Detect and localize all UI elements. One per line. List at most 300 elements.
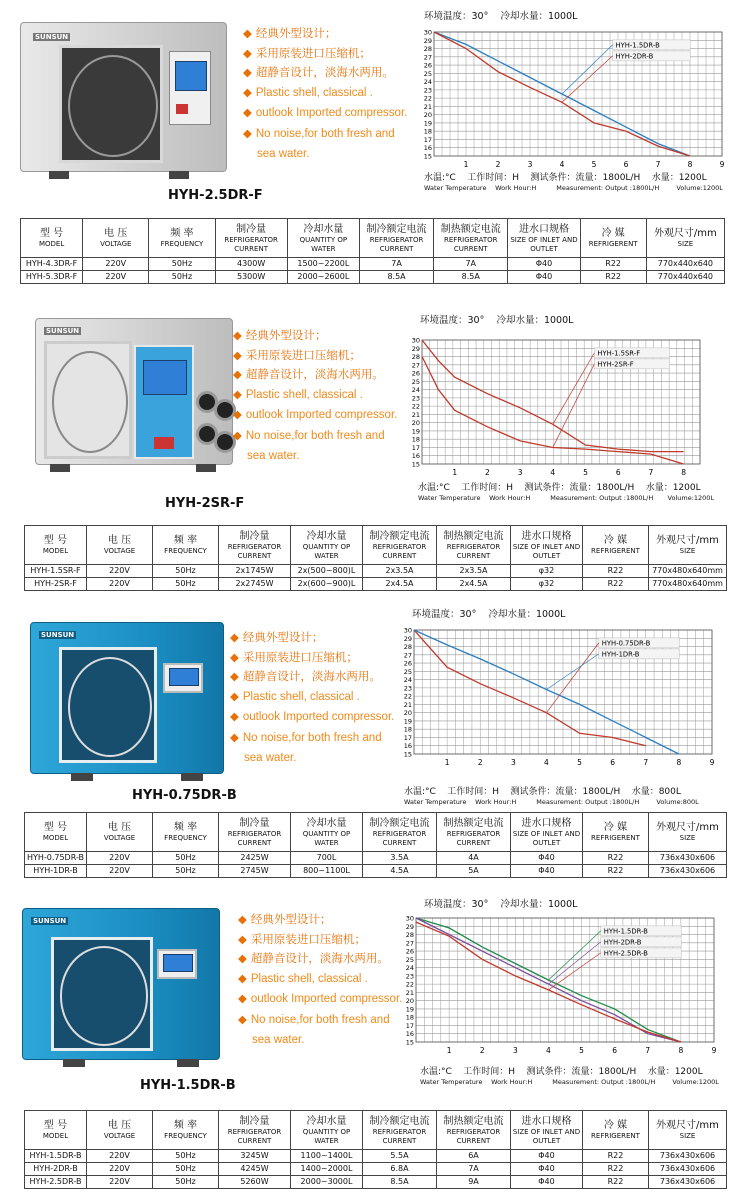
table-cell: 3.5A: [363, 852, 437, 865]
feature-list: ◆ 经典外型设计； ◆ 采用原装进口压缩机； ◆ 超静音设计，淡海水两用。 ◆ Plastic shell, classical . ◆ outlook Imported compressor. ◆ No noise,for both fresh and sea water.: [230, 630, 395, 764]
x-tick-label: 8: [676, 758, 682, 767]
x-tick-label: 8: [681, 468, 687, 477]
legend-label: HYH-1.5SR-F: [597, 349, 641, 358]
table-cell: R22: [583, 865, 649, 878]
section-3: [0, 600, 750, 890]
table-cell: 5.5A: [363, 1150, 437, 1163]
table-cell: 800~1100L: [291, 865, 363, 878]
x-tick-label: 7: [648, 468, 654, 477]
table-cell: 2425W: [219, 852, 291, 865]
x-tick-label: 3: [510, 758, 516, 767]
y-tick-label: 18: [403, 725, 412, 734]
y-tick-label: 23: [423, 86, 432, 95]
table-cell: HYH-0.75DR-B: [25, 852, 87, 865]
table-cell: 1400~2000L: [291, 1163, 363, 1176]
legend-label: HYH-2DR-B: [603, 938, 642, 947]
control-panel: [169, 51, 211, 125]
legend-leader: [562, 56, 613, 102]
table-cell: 220V: [87, 865, 153, 878]
table-cell: 220V: [87, 1150, 153, 1163]
x-tick-label: 1: [444, 758, 450, 767]
table-cell: 220V: [87, 852, 153, 865]
x-tick-label: 9: [719, 160, 725, 169]
legend-leader: [546, 643, 598, 713]
column-header: 制冷量 REFRIGERATOR CURRENT: [219, 813, 291, 852]
y-tick-label: 26: [403, 659, 412, 668]
chart: [400, 628, 720, 768]
table-cell: 220V: [87, 565, 153, 578]
model-label: HYH-2.5DR-F: [168, 188, 263, 203]
x-tick-label: 7: [655, 160, 661, 169]
table-cell: HYH-1.5SR-F: [25, 565, 87, 578]
fan-grill: [51, 937, 153, 1051]
table-cell: 770x440x640: [646, 271, 724, 284]
table-cell: φ32: [511, 565, 583, 578]
table-cell: 7A: [437, 1163, 511, 1176]
chart-header: 环境温度：30° 冷却水量：1000L: [424, 899, 578, 910]
section-1: [0, 0, 750, 300]
series-line: [422, 357, 684, 465]
y-tick-label: 26: [423, 61, 432, 70]
table-cell: 2x4.5A: [363, 578, 437, 591]
column-header: 进水口规格 SIZE OF INLET AND OUTLET: [511, 526, 583, 565]
table-cell: 50Hz: [153, 578, 219, 591]
y-tick-label: 17: [411, 443, 420, 452]
x-tick-label: 6: [610, 758, 616, 767]
table-cell: 1100~1400L: [291, 1150, 363, 1163]
feature-list: ◆ 经典外型设计； ◆ 采用原装进口压缩机； ◆ 超静音设计，淡海水两用。 ◆ Plastic shell, classical . ◆ outlook Imported compressor. ◆ No noise,for both fresh and sea water.: [243, 26, 408, 160]
column-header: 频 率 FREQUENCY: [153, 813, 219, 852]
y-tick-label: 28: [423, 45, 432, 54]
model-label: HYH-2SR-F: [165, 496, 245, 511]
y-tick-label: 29: [405, 922, 414, 931]
table-cell: 220V: [87, 1176, 153, 1189]
table-cell: HYH-5.3DR-F: [21, 271, 83, 284]
y-tick-label: 20: [403, 709, 412, 718]
column-header: 制热额定电流 REFRIGERATOR CURRENT: [437, 813, 511, 852]
table-cell: 736x430x606: [649, 852, 727, 865]
spec-table: [24, 525, 727, 591]
table-cell: 50Hz: [153, 852, 219, 865]
y-tick-label: 18: [423, 127, 432, 136]
table-cell: 4.5A: [363, 865, 437, 878]
column-header: 电 压 VOLTAGE: [83, 219, 149, 258]
table-row: [25, 565, 727, 578]
table-row: [25, 1150, 727, 1163]
column-header: 制热额定电流 REFRIGERATOR CURRENT: [437, 1111, 511, 1150]
chart-header: 环境温度：30° 冷却水量：1000L: [424, 11, 578, 22]
y-tick-label: 19: [423, 119, 432, 128]
chart: [420, 30, 730, 170]
column-header: 冷 媒 REFRIGERENT: [583, 526, 649, 565]
table-cell: 2x3.5A: [437, 565, 511, 578]
x-tick-label: 7: [645, 1046, 651, 1055]
chart: [402, 916, 722, 1056]
table-cell: 50Hz: [153, 1150, 219, 1163]
x-tick-label: 6: [623, 160, 629, 169]
table-cell: R22: [580, 258, 646, 271]
column-header: 制冷额定电流 REFRIGERATOR CURRENT: [359, 219, 433, 258]
table-row: [21, 271, 725, 284]
y-tick-label: 24: [405, 964, 414, 973]
table-cell: R22: [583, 578, 649, 591]
table-cell: 2x4.5A: [437, 578, 511, 591]
table-cell: HYH-1.5DR-B: [25, 1150, 87, 1163]
table-cell: 8.5A: [363, 1176, 437, 1189]
section-2: [0, 300, 750, 600]
table-cell: Φ40: [511, 1163, 583, 1176]
column-header: 制冷额定电流 REFRIGERATOR CURRENT: [363, 1111, 437, 1150]
legend-label: HYH-1DR-B: [601, 650, 640, 659]
product-image: [22, 908, 222, 1066]
table-cell: 4300W: [215, 258, 287, 271]
y-tick-label: 24: [411, 386, 420, 395]
fan-grill: [59, 45, 163, 163]
table-cell: 770x440x640: [646, 258, 724, 271]
y-tick-label: 23: [411, 394, 420, 403]
table-cell: 6.8A: [363, 1163, 437, 1176]
x-tick-label: 1: [446, 1046, 452, 1055]
table-cell: 2000~3000L: [291, 1176, 363, 1189]
y-tick-label: 29: [411, 344, 420, 353]
table-cell: HYH-2SR-F: [25, 578, 87, 591]
chart-svg: [402, 916, 722, 1056]
table-cell: R22: [583, 565, 649, 578]
column-header: 频 率 FREQUENCY: [149, 219, 215, 258]
column-header: 制冷额定电流 REFRIGERATOR CURRENT: [363, 526, 437, 565]
x-tick-label: 8: [687, 160, 693, 169]
product-image: [20, 22, 230, 177]
column-header: 型 号 MODEL: [25, 1111, 87, 1150]
column-header: 电 压 VOLTAGE: [87, 813, 153, 852]
x-tick-label: 9: [709, 758, 715, 767]
table-cell: 736x430x606: [649, 1176, 727, 1189]
table-row: [25, 1176, 727, 1189]
x-tick-label: 4: [544, 758, 549, 767]
section-4: [0, 890, 750, 1203]
legend-label: HYH-1.5DR-B: [603, 927, 648, 936]
x-tick-label: 5: [579, 1046, 584, 1055]
control-panel: [157, 949, 197, 979]
x-tick-label: 5: [583, 468, 588, 477]
fan-grill: [59, 647, 157, 763]
y-tick-label: 16: [423, 144, 432, 153]
spec-table: [24, 1110, 727, 1189]
table-cell: R22: [583, 852, 649, 865]
table-cell: 1500~2200L: [287, 258, 359, 271]
column-header: 冷却水量 QUANTITY OP WATER: [291, 1111, 363, 1150]
table-cell: 3245W: [219, 1150, 291, 1163]
table-row: [25, 578, 727, 591]
feature-list: ◆ 经典外型设计； ◆ 采用原装进口压缩机； ◆ 超静音设计，淡海水两用。 ◆ Plastic shell, classical . ◆ outlook Imported compressor. ◆ No noise,for both fresh and sea water.: [233, 328, 398, 462]
column-header: 外观尺寸/mm SIZE: [646, 219, 724, 258]
x-tick-label: 5: [577, 758, 582, 767]
table-cell: 6A: [437, 1150, 511, 1163]
table-cell: 4245W: [219, 1163, 291, 1176]
table-cell: 7A: [434, 258, 508, 271]
chart-header: 环境温度：30° 冷却水量：1000L: [412, 609, 566, 620]
table-cell: 2x(500~800)L: [291, 565, 363, 578]
y-tick-label: 15: [403, 750, 412, 759]
table-cell: Φ40: [508, 271, 580, 284]
table-cell: 2x(600~900)L: [291, 578, 363, 591]
y-tick-label: 22: [405, 980, 414, 989]
y-tick-label: 25: [403, 667, 412, 676]
table-cell: 8.5A: [359, 271, 433, 284]
y-tick-label: 19: [411, 427, 420, 436]
table-cell: 2000~2600L: [287, 271, 359, 284]
table-cell: Φ40: [511, 852, 583, 865]
y-tick-label: 21: [411, 410, 420, 419]
column-header: 冷却水量 QUANTITY OP WATER: [291, 526, 363, 565]
x-tick-label: 6: [615, 468, 621, 477]
y-tick-label: 24: [423, 78, 432, 87]
column-header: 冷却水量 QUANTITY OP WATER: [287, 219, 359, 258]
product-image: [35, 318, 235, 473]
y-tick-label: 29: [423, 36, 432, 45]
table-cell: HYH-2.5DR-B: [25, 1176, 87, 1189]
x-tick-label: 4: [559, 160, 565, 169]
y-tick-label: 26: [405, 947, 414, 956]
column-header: 制冷额定电流 REFRIGERATOR CURRENT: [363, 813, 437, 852]
y-tick-label: 28: [403, 643, 412, 652]
table-cell: 220V: [83, 258, 149, 271]
legend-leader: [553, 364, 595, 448]
table-cell: 220V: [87, 1163, 153, 1176]
chart-footer: 水温:°C 工作时间：H 测试条件：流量：1800L/H 水量：800L Water Temperature Work Hour:H Measurement: Output :1800L/H Volume:800L: [404, 787, 699, 806]
x-tick-label: 1: [452, 468, 458, 477]
column-header: 冷 媒 REFRIGERENT: [583, 1111, 649, 1150]
y-tick-label: 15: [423, 152, 432, 161]
brand-logo: SUNSUN: [46, 327, 80, 335]
legend-leader: [562, 45, 613, 94]
model-label: HYH-0.75DR-B: [132, 788, 237, 803]
column-header: 外观尺寸/mm SIZE: [649, 813, 727, 852]
y-tick-label: 23: [403, 684, 412, 693]
table-cell: 50Hz: [149, 258, 215, 271]
table-cell: 2x1745W: [219, 565, 291, 578]
y-tick-label: 30: [405, 916, 414, 923]
table-cell: 736x430x606: [649, 1163, 727, 1176]
column-header: 进水口规格 SIZE OF INLET AND OUTLET: [508, 219, 580, 258]
model-label: HYH-1.5DR-B: [140, 1078, 236, 1093]
y-tick-label: 25: [405, 955, 414, 964]
column-header: 冷 媒 REFRIGERENT: [580, 219, 646, 258]
table-cell: 50Hz: [153, 565, 219, 578]
table-cell: 2745W: [219, 865, 291, 878]
y-tick-label: 25: [423, 69, 432, 78]
table-cell: 736x430x606: [649, 1150, 727, 1163]
y-tick-label: 17: [405, 1021, 414, 1030]
column-header: 电 压 VOLTAGE: [87, 1111, 153, 1150]
chart-svg: [408, 338, 708, 478]
x-tick-label: 2: [495, 160, 501, 169]
table-cell: 2x3.5A: [363, 565, 437, 578]
y-tick-label: 22: [423, 94, 432, 103]
x-tick-label: 4: [550, 468, 556, 477]
table-row: [25, 1163, 727, 1176]
column-header: 频 率 FREQUENCY: [153, 526, 219, 565]
legend-leader: [546, 654, 598, 690]
y-tick-label: 27: [411, 361, 420, 370]
table-cell: R22: [583, 1150, 649, 1163]
y-tick-label: 22: [403, 692, 412, 701]
spec-table: [24, 812, 727, 878]
brand-logo: SUNSUN: [41, 631, 75, 639]
control-panel: [134, 345, 194, 459]
spec-table: [20, 218, 725, 284]
table-cell: 2x2745W: [219, 578, 291, 591]
y-tick-label: 17: [423, 135, 432, 144]
x-tick-label: 3: [517, 468, 523, 477]
table-cell: 770x480x640mm: [649, 578, 727, 591]
y-tick-label: 17: [403, 733, 412, 742]
column-header: 型 号 MODEL: [21, 219, 83, 258]
y-tick-label: 20: [423, 111, 432, 120]
y-tick-label: 25: [411, 377, 420, 386]
chart-header: 环境温度：30° 冷却水量：1000L: [420, 315, 574, 326]
table-cell: Φ40: [511, 1150, 583, 1163]
y-tick-label: 23: [405, 972, 414, 981]
y-tick-label: 18: [411, 435, 420, 444]
y-tick-label: 28: [405, 931, 414, 940]
column-header: 外观尺寸/mm SIZE: [649, 526, 727, 565]
x-tick-label: 1: [463, 160, 469, 169]
column-header: 冷 媒 REFRIGERENT: [583, 813, 649, 852]
legend-label: HYH-2SR-F: [597, 360, 634, 369]
table-cell: 50Hz: [153, 1176, 219, 1189]
y-tick-label: 18: [405, 1013, 414, 1022]
legend-label: HYH-1.5DR-B: [615, 41, 660, 50]
y-tick-label: 16: [411, 452, 420, 461]
y-tick-label: 21: [403, 700, 412, 709]
x-tick-label: 2: [479, 1046, 485, 1055]
chart-footer: 水温:°C 工作时间：H 测试条件：流量：1800L/H 水量：1200L Water Temperature Work Hour:H Measurement: Output :1800L/H Volume:1200L: [418, 483, 715, 502]
x-tick-label: 4: [546, 1046, 551, 1055]
column-header: 型 号 MODEL: [25, 813, 87, 852]
table-cell: Φ40: [508, 258, 580, 271]
column-header: 进水口规格 SIZE OF INLET AND OUTLET: [511, 813, 583, 852]
x-tick-label: 2: [477, 758, 483, 767]
y-tick-label: 15: [405, 1038, 414, 1047]
y-tick-label: 27: [403, 651, 412, 660]
table-cell: HYH-1DR-B: [25, 865, 87, 878]
y-tick-label: 21: [405, 988, 414, 997]
legend-leader: [548, 931, 600, 980]
x-tick-label: 3: [512, 1046, 518, 1055]
table-cell: 220V: [87, 578, 153, 591]
y-tick-label: 30: [411, 338, 420, 345]
y-tick-label: 27: [423, 53, 432, 62]
y-tick-label: 20: [411, 419, 420, 428]
table-cell: 8.5A: [434, 271, 508, 284]
chart: [408, 338, 708, 478]
x-tick-label: 7: [643, 758, 649, 767]
y-tick-label: 24: [403, 676, 412, 685]
column-header: 电 压 VOLTAGE: [87, 526, 153, 565]
y-tick-label: 20: [405, 997, 414, 1006]
column-header: 制热额定电流 REFRIGERATOR CURRENT: [437, 526, 511, 565]
legend-label: HYH-0.75DR-B: [601, 639, 651, 648]
brand-logo: SUNSUN: [35, 33, 69, 41]
fan-grill: [44, 341, 132, 459]
table-cell: 9A: [437, 1176, 511, 1189]
x-tick-label: 9: [711, 1046, 717, 1055]
table-cell: 700L: [291, 852, 363, 865]
chart-footer: 水温:°C 工作时间：H 测试条件：流量：1800L/H 水量：1200L Water Temperature Work Hour:H Measurement: Output :1800L/H Volume:1200L: [424, 173, 723, 192]
y-tick-label: 16: [405, 1030, 414, 1039]
table-cell: 7A: [359, 258, 433, 271]
table-cell: 736x430x606: [649, 865, 727, 878]
column-header: 冷却水量 QUANTITY OP WATER: [291, 813, 363, 852]
y-tick-label: 27: [405, 939, 414, 948]
column-header: 制冷量 REFRIGERATOR CURRENT: [215, 219, 287, 258]
table-cell: 50Hz: [149, 271, 215, 284]
chart-svg: [400, 628, 720, 768]
table-cell: 4A: [437, 852, 511, 865]
table-cell: Φ40: [511, 865, 583, 878]
legend-leader: [553, 353, 595, 424]
column-header: 频 率 FREQUENCY: [153, 1111, 219, 1150]
table-row: [21, 258, 725, 271]
product-image: [30, 622, 225, 780]
brand-logo: SUNSUN: [33, 917, 67, 925]
y-tick-label: 30: [423, 30, 432, 37]
table-row: [25, 852, 727, 865]
table-cell: 770x480x640mm: [649, 565, 727, 578]
table-cell: R22: [583, 1176, 649, 1189]
y-tick-label: 22: [411, 402, 420, 411]
feature-list: ◆ 经典外型设计； ◆ 采用原装进口压缩机； ◆ 超静音设计，淡海水两用。 ◆ Plastic shell, classical . ◆ outlook Imported compressor. ◆ No noise,for both fresh and sea water.: [238, 912, 403, 1046]
y-tick-label: 29: [403, 634, 412, 643]
table-cell: Φ40: [511, 1176, 583, 1189]
y-tick-label: 19: [405, 1005, 414, 1014]
y-tick-label: 26: [411, 369, 420, 378]
table-cell: 50Hz: [153, 1163, 219, 1176]
table-cell: φ32: [511, 578, 583, 591]
column-header: 型 号 MODEL: [25, 526, 87, 565]
legend-label: HYH-2.5DR-B: [603, 949, 648, 958]
y-tick-label: 28: [411, 353, 420, 362]
y-tick-label: 30: [403, 628, 412, 635]
table-cell: 5260W: [219, 1176, 291, 1189]
legend-leader: [548, 942, 600, 984]
column-header: 制冷量 REFRIGERATOR CURRENT: [219, 1111, 291, 1150]
y-tick-label: 19: [403, 717, 412, 726]
legend-label: HYH-2DR-B: [615, 52, 654, 61]
x-tick-label: 8: [678, 1046, 684, 1055]
table-cell: 50Hz: [153, 865, 219, 878]
x-tick-label: 2: [485, 468, 490, 477]
table-cell: HYH-4.3DR-F: [21, 258, 83, 271]
table-cell: 5300W: [215, 271, 287, 284]
table-cell: 220V: [83, 271, 149, 284]
column-header: 外观尺寸/mm SIZE: [649, 1111, 727, 1150]
column-header: 制热额定电流 REFRIGERATOR CURRENT: [434, 219, 508, 258]
x-tick-label: 3: [527, 160, 533, 169]
column-header: 制冷量 REFRIGERATOR CURRENT: [219, 526, 291, 565]
control-panel: [163, 663, 203, 693]
x-tick-label: 6: [612, 1046, 618, 1055]
table-cell: 5A: [437, 865, 511, 878]
table-cell: HYH-2DR-B: [25, 1163, 87, 1176]
chart-footer: 水温:°C 工作时间：H 测试条件：流量：1800L/H 水量：1200L Water Temperature Work Hour:H Measurement: Output :1800L/H Volume:1200L: [420, 1067, 719, 1086]
column-header: 进水口规格 SIZE OF INLET AND OUTLET: [511, 1111, 583, 1150]
table-cell: R22: [583, 1163, 649, 1176]
x-tick-label: 5: [591, 160, 597, 169]
y-tick-label: 15: [411, 460, 420, 469]
table-cell: R22: [580, 271, 646, 284]
